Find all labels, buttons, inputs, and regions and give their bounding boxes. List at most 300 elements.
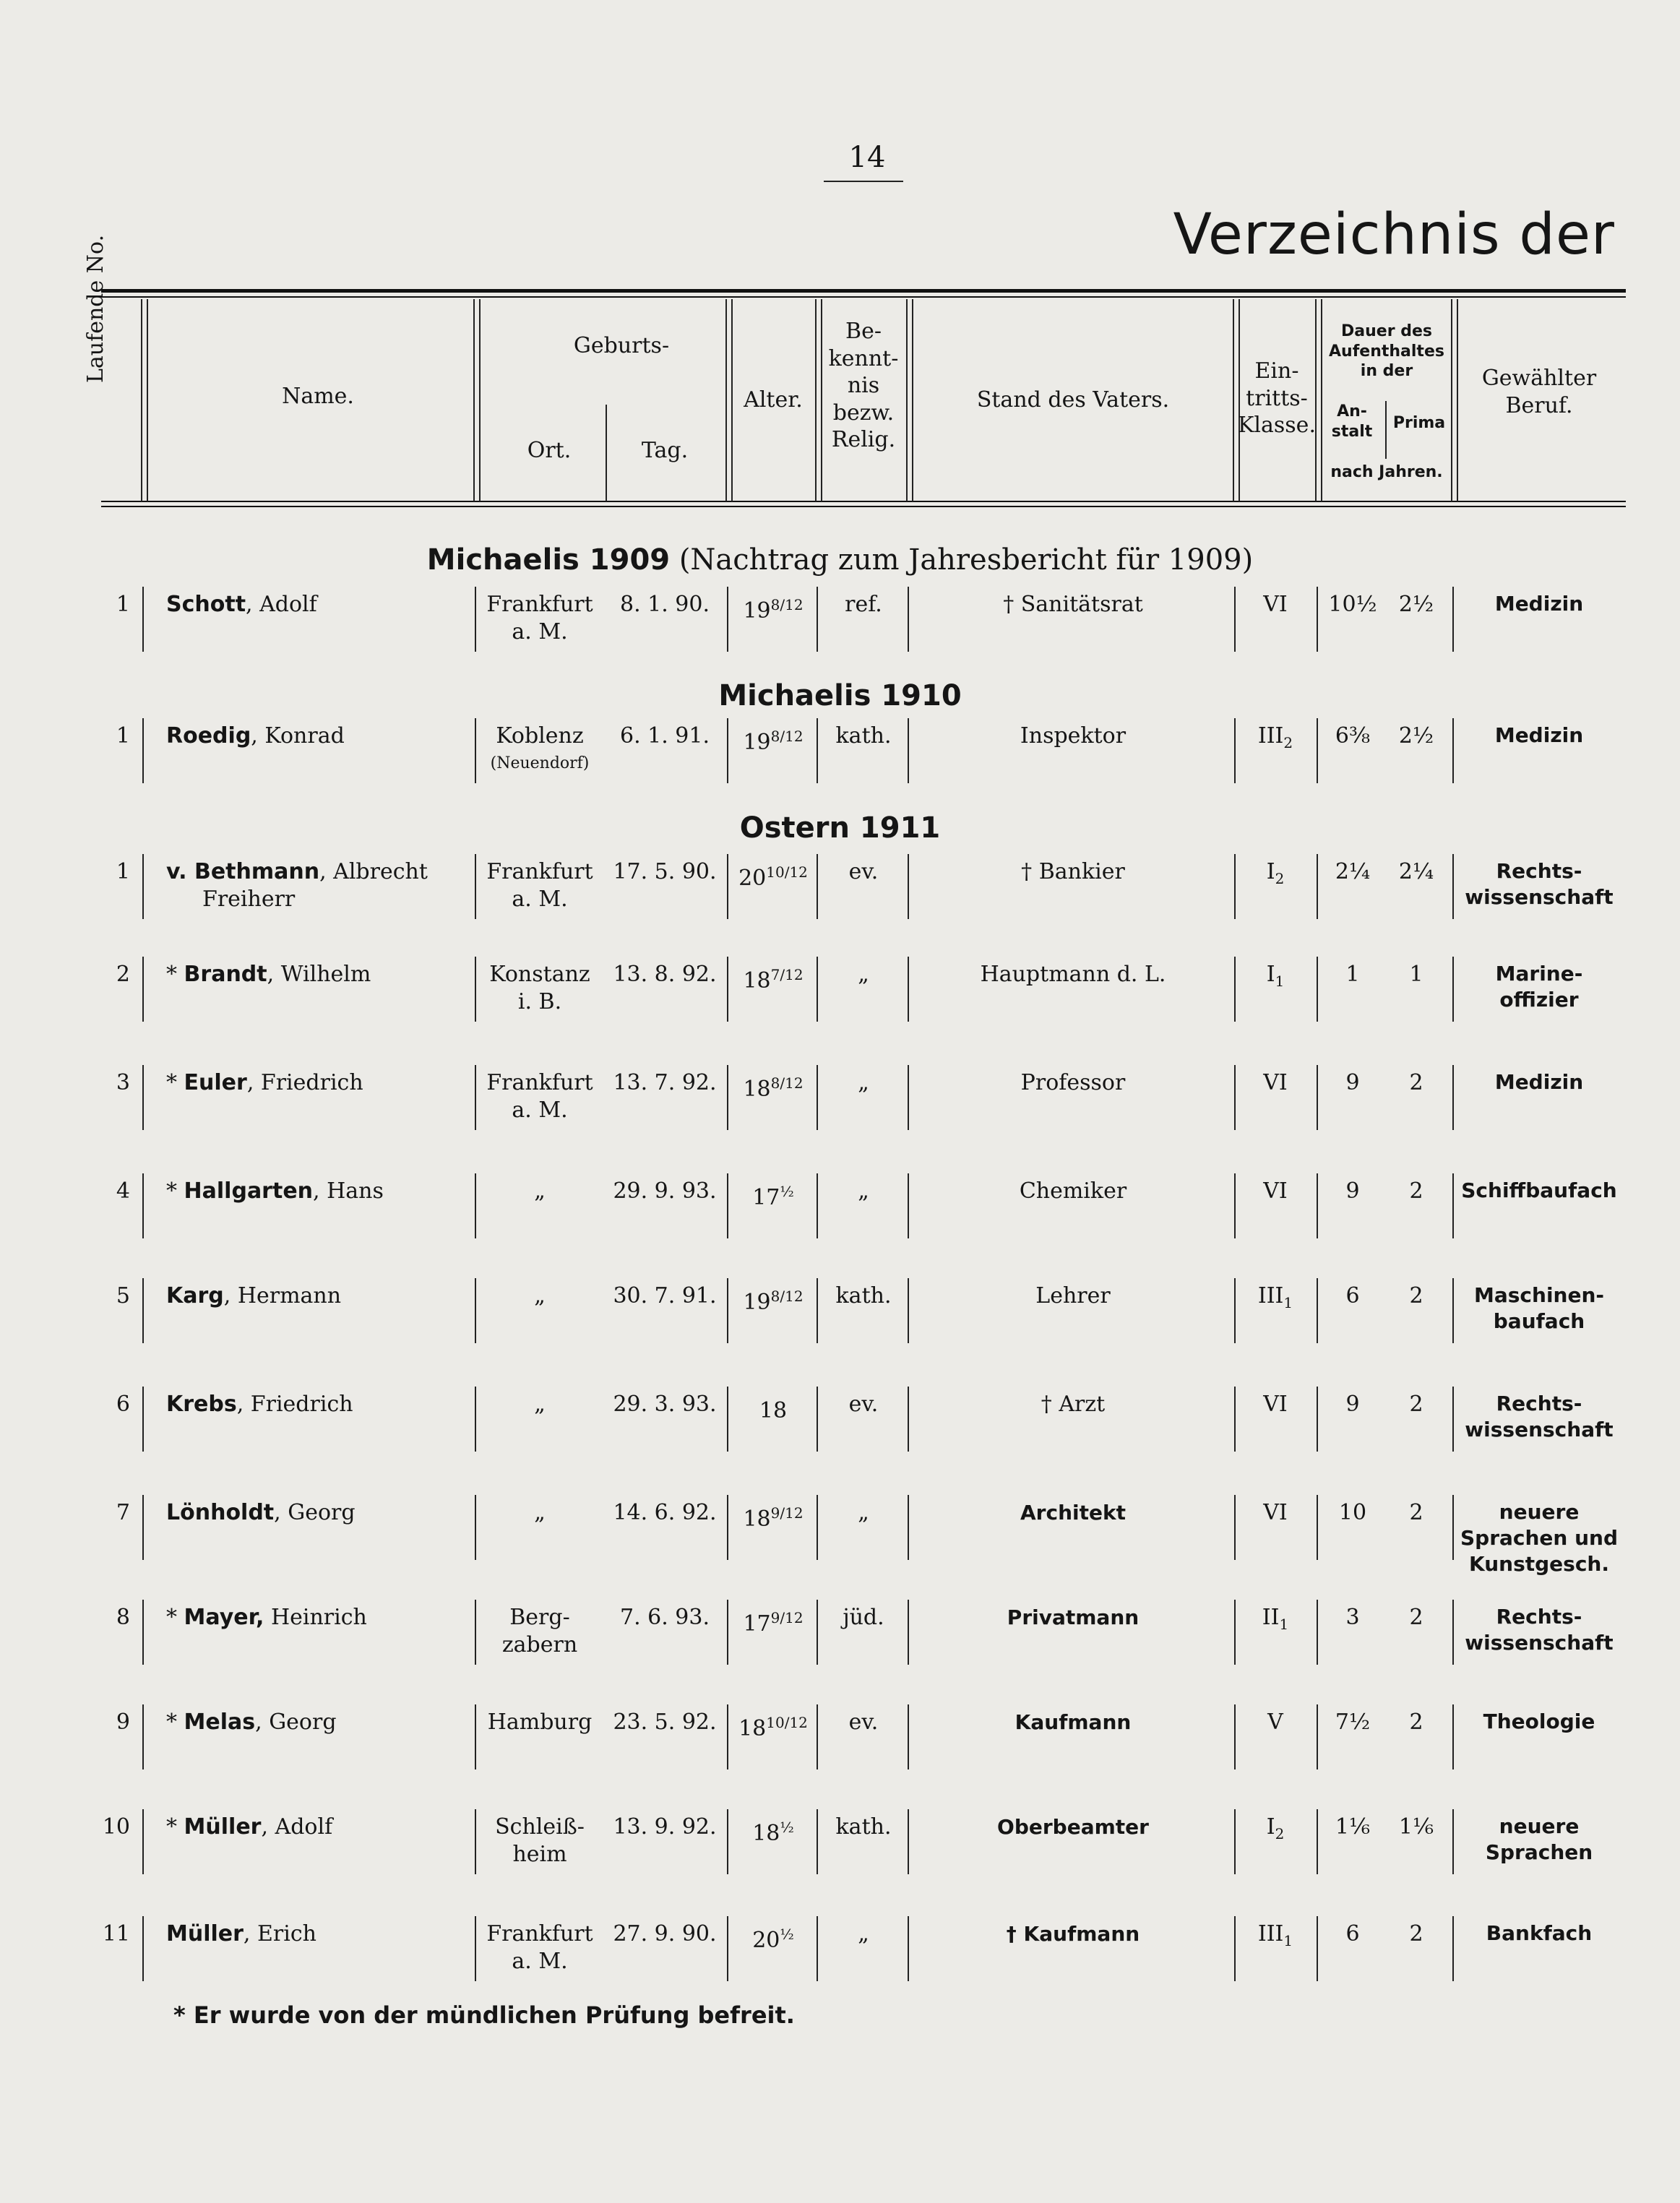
row-divider xyxy=(1317,1704,1318,1769)
student-name xyxy=(166,961,470,988)
col-dauer-line1: Dauer des xyxy=(1341,322,1432,340)
chosen-profession xyxy=(1456,858,1622,910)
row-divider xyxy=(908,1065,909,1130)
col-alter-header: Alter. xyxy=(744,387,803,413)
row-divider xyxy=(908,718,909,783)
row-divider xyxy=(908,1495,909,1560)
age-whole: 19 xyxy=(743,598,771,624)
row-divider xyxy=(1234,1809,1236,1874)
row-divider xyxy=(1452,957,1454,1022)
col-rel-header xyxy=(820,318,907,454)
student-surname: Müller xyxy=(184,1814,262,1840)
col-rel-line3: nis xyxy=(847,373,880,398)
profession-line1: Marine- xyxy=(1495,962,1583,986)
row-divider xyxy=(727,1173,728,1238)
section-title-rest: (Nachtrag zum Jahresbericht für 1909) xyxy=(670,543,1254,577)
student-name xyxy=(166,1814,470,1841)
birth-place xyxy=(478,591,601,646)
entry-class-value: III xyxy=(1257,723,1284,749)
row-number: 3 xyxy=(116,1070,130,1095)
age-whole: 19 xyxy=(743,1290,771,1315)
table-row xyxy=(0,858,1680,960)
row-divider xyxy=(817,957,818,1022)
age-whole: 18 xyxy=(743,968,771,993)
birth-date: 6. 1. 91. xyxy=(619,723,710,749)
col-anstalt-line2: stalt xyxy=(1331,422,1373,441)
age-whole: 18 xyxy=(743,1077,771,1102)
row-divider xyxy=(142,1704,144,1769)
row-divider xyxy=(1317,1916,1318,1981)
religion: kath. xyxy=(835,1814,892,1840)
entry-class xyxy=(1239,591,1311,625)
row-divider xyxy=(1317,1809,1318,1874)
birth-place-line1: Frankfurt xyxy=(486,859,593,884)
row-divider xyxy=(1317,1065,1318,1130)
birth-place-line1: „ xyxy=(534,1283,546,1309)
col-laufende-header: Laufende No. xyxy=(83,234,108,383)
chosen-profession xyxy=(1456,1814,1622,1866)
row-divider xyxy=(142,957,144,1022)
row-divider xyxy=(908,1600,909,1665)
row-divider xyxy=(475,1173,476,1238)
row-divider xyxy=(727,1704,728,1769)
row-divider xyxy=(727,1278,728,1343)
row-divider xyxy=(1317,1173,1318,1238)
age xyxy=(730,1920,817,1954)
footnote: * Er wurde von der mündlichen Prüfung befreit. xyxy=(173,2001,795,2029)
col-beruf-line1: Gewählter xyxy=(1481,366,1597,391)
birth-place xyxy=(478,858,601,913)
father-profession: Hauptmann d. L. xyxy=(980,962,1166,987)
birth-place-line2: i. B. xyxy=(517,989,562,1014)
table-row xyxy=(0,723,1680,824)
row-divider xyxy=(142,1600,144,1665)
years-institution: 9 xyxy=(1345,1070,1360,1095)
col-geburt-header: Geburts- xyxy=(573,333,670,358)
col-beruf-header xyxy=(1456,365,1622,419)
birth-place xyxy=(478,1920,601,1975)
row-divider xyxy=(1452,1600,1454,1665)
col-divider xyxy=(1385,401,1387,459)
chosen-profession xyxy=(1456,1920,1622,1947)
row-divider xyxy=(908,1387,909,1452)
religion: „ xyxy=(858,1178,869,1204)
row-number: 6 xyxy=(116,1392,130,1417)
table-row xyxy=(0,1814,1680,1915)
col-rel-line4: bezw. xyxy=(832,400,895,426)
row-divider xyxy=(908,1704,909,1769)
student-name xyxy=(166,1069,470,1097)
age-whole: 20 xyxy=(752,1928,780,1953)
row-divider xyxy=(1234,1387,1236,1452)
col-klasse-line3: Klasse. xyxy=(1238,413,1316,438)
entry-class-sub: 2 xyxy=(1283,734,1293,751)
row-divider xyxy=(817,1065,818,1130)
age xyxy=(730,1604,817,1638)
birth-place-line1: Schleiß- xyxy=(495,1814,585,1840)
years-prima: 2½ xyxy=(1398,723,1434,749)
birth-place-line1: Hamburg xyxy=(487,1710,593,1735)
religion: kath. xyxy=(835,1283,892,1309)
age-fraction: ½ xyxy=(780,1926,794,1943)
row-divider xyxy=(1317,718,1318,783)
row-divider xyxy=(1452,587,1454,652)
row-divider xyxy=(475,1495,476,1560)
row-divider xyxy=(475,587,476,652)
entry-class xyxy=(1239,1391,1311,1425)
birth-place xyxy=(478,1814,601,1868)
age xyxy=(730,1178,817,1212)
row-divider xyxy=(1452,1916,1454,1981)
row-divider xyxy=(475,1065,476,1130)
table-row xyxy=(0,1499,1680,1600)
row-divider xyxy=(1234,1704,1236,1769)
age-fraction: 8/12 xyxy=(770,596,804,613)
row-divider xyxy=(475,1809,476,1874)
student-surname: v. Bethmann xyxy=(166,859,320,884)
col-dauer-line3: in der xyxy=(1360,362,1413,380)
birth-place-line2: a. M. xyxy=(512,1949,568,1974)
birth-date: 17. 5. 90. xyxy=(613,859,717,884)
birth-place xyxy=(478,1709,601,1736)
row-number: 2 xyxy=(116,962,130,987)
row-divider xyxy=(142,1065,144,1130)
years-institution: 9 xyxy=(1345,1178,1360,1204)
row-number: 8 xyxy=(116,1605,130,1630)
birth-place-line2: a. M. xyxy=(512,1098,568,1123)
father-profession: Privatmann xyxy=(1007,1605,1140,1629)
student-given: , Adolf xyxy=(246,592,317,617)
row-number: 11 xyxy=(102,1921,130,1947)
row-divider xyxy=(908,854,909,919)
age-whole: 17 xyxy=(752,1185,780,1210)
age xyxy=(730,1069,817,1103)
age xyxy=(730,1499,817,1533)
age xyxy=(730,858,817,892)
father-profession: † Kaufmann xyxy=(1006,1922,1140,1946)
student-name xyxy=(166,1920,470,1948)
profession-line1: neuere xyxy=(1499,1500,1580,1524)
entry-class-sub: 1 xyxy=(1275,973,1285,990)
col-divider xyxy=(606,405,607,501)
section-title xyxy=(0,543,1680,577)
student-surname: Müller xyxy=(166,1921,244,1947)
age-fraction: 8/12 xyxy=(770,1074,804,1092)
header-bottom-rule xyxy=(101,501,1626,502)
father-profession: † Sanitätsrat xyxy=(1003,592,1143,617)
age xyxy=(730,1391,817,1425)
row-divider xyxy=(142,587,144,652)
entry-class xyxy=(1239,858,1311,892)
father-profession: † Bankier xyxy=(1021,859,1125,884)
row-divider xyxy=(475,1704,476,1769)
birth-place xyxy=(478,1604,601,1659)
entry-class xyxy=(1239,1282,1311,1316)
birth-place-line1: Frankfurt xyxy=(486,592,593,617)
profession-line2: baufach xyxy=(1493,1309,1585,1333)
table-row xyxy=(0,1178,1680,1279)
profession-line2: wissenschaft xyxy=(1465,1418,1614,1441)
chosen-profession xyxy=(1456,1604,1622,1656)
row-divider xyxy=(1452,718,1454,783)
chosen-profession xyxy=(1456,1709,1622,1735)
row-divider xyxy=(142,854,144,919)
row-divider xyxy=(142,1809,144,1874)
birth-place-line1: „ xyxy=(534,1392,546,1417)
table-row xyxy=(0,591,1680,692)
student-surname: Melas xyxy=(184,1710,256,1735)
birth-date: 29. 3. 93. xyxy=(613,1392,717,1417)
years-institution: 1 xyxy=(1345,962,1360,987)
father-profession: † Arzt xyxy=(1041,1392,1106,1417)
row-divider xyxy=(727,1809,728,1874)
birth-date: 14. 6. 92. xyxy=(613,1500,717,1525)
row-divider xyxy=(817,1387,818,1452)
row-divider xyxy=(1234,718,1236,783)
row-divider xyxy=(1234,1600,1236,1665)
row-divider xyxy=(475,1278,476,1343)
profession-line3: Kunstgesch. xyxy=(1469,1552,1609,1576)
entry-class-value: III xyxy=(1257,1921,1284,1947)
row-divider xyxy=(908,957,909,1022)
row-divider xyxy=(1317,587,1318,652)
years-prima: 2 xyxy=(1409,1178,1423,1204)
years-institution: 3 xyxy=(1345,1605,1360,1630)
row-divider xyxy=(727,1387,728,1452)
birth-place-line2: (Neuendorf) xyxy=(490,754,590,772)
col-ort-header: Ort. xyxy=(527,438,572,463)
age-whole: 18 xyxy=(752,1821,780,1846)
row-divider xyxy=(475,957,476,1022)
header-top-rule-thin xyxy=(101,296,1626,298)
table-row xyxy=(0,1604,1680,1705)
years-prima: 2¼ xyxy=(1398,859,1434,884)
years-prima: 2 xyxy=(1409,1710,1423,1735)
row-number: 9 xyxy=(116,1710,130,1735)
entry-class xyxy=(1239,1814,1311,1848)
student-name xyxy=(166,591,470,618)
row-divider xyxy=(1452,1065,1454,1130)
birth-place-line1: Konstanz xyxy=(489,962,590,987)
col-dauer-header xyxy=(1319,322,1454,381)
student-name xyxy=(166,1499,470,1527)
religion: ev. xyxy=(848,859,879,884)
profession-line1: Bankfach xyxy=(1486,1921,1593,1945)
row-divider xyxy=(908,587,909,652)
row-divider xyxy=(727,587,728,652)
entry-class xyxy=(1239,1069,1311,1103)
age-whole: 18 xyxy=(759,1398,788,1423)
religion: ev. xyxy=(848,1710,879,1735)
table-row xyxy=(0,1391,1680,1492)
chosen-profession xyxy=(1456,961,1622,1013)
age-whole: 19 xyxy=(743,730,771,755)
row-divider xyxy=(727,1600,728,1665)
years-prima: 2 xyxy=(1409,1283,1423,1309)
years-institution: 6⅜ xyxy=(1335,723,1371,749)
years-institution: 6 xyxy=(1345,1921,1360,1947)
row-divider xyxy=(817,1278,818,1343)
row-divider xyxy=(817,718,818,783)
birth-place xyxy=(478,1069,601,1124)
birth-place-line1: Frankfurt xyxy=(486,1070,593,1095)
row-divider xyxy=(1317,1495,1318,1560)
row-divider xyxy=(817,1495,818,1560)
col-jahren-header: nach Jahren. xyxy=(1330,463,1443,481)
row-divider xyxy=(1452,1387,1454,1452)
table-row xyxy=(0,961,1680,1062)
entry-class xyxy=(1239,1499,1311,1533)
col-anstalt-line1: An- xyxy=(1337,402,1367,421)
religion: „ xyxy=(858,1070,869,1095)
student-surname: Krebs xyxy=(166,1392,237,1417)
father-profession: Chemiker xyxy=(1019,1178,1127,1204)
profession-line2: wissenschaft xyxy=(1465,885,1614,909)
chosen-profession xyxy=(1456,723,1622,749)
row-divider xyxy=(727,1495,728,1560)
row-divider xyxy=(1452,1495,1454,1560)
entry-class xyxy=(1239,1604,1311,1638)
table-row xyxy=(0,1069,1680,1171)
father-profession: Lehrer xyxy=(1035,1283,1111,1309)
profession-line1: Rechts- xyxy=(1496,1605,1582,1629)
row-divider xyxy=(1317,1387,1318,1452)
years-prima: 2 xyxy=(1409,1392,1423,1417)
birth-place xyxy=(478,1178,601,1205)
row-number: 4 xyxy=(116,1178,130,1204)
row-divider xyxy=(1317,854,1318,919)
row-divider xyxy=(908,1278,909,1343)
profession-line1: Rechts- xyxy=(1496,1392,1582,1415)
row-divider xyxy=(727,718,728,783)
row-number: 1 xyxy=(116,723,130,749)
years-prima: 2 xyxy=(1409,1921,1423,1947)
entry-class-value: III xyxy=(1257,1283,1284,1309)
age-whole: 18 xyxy=(738,1716,767,1741)
birth-date: 7. 6. 93. xyxy=(619,1605,710,1630)
age-fraction: 10/12 xyxy=(766,1714,808,1731)
table-row xyxy=(0,1282,1680,1384)
student-name xyxy=(166,1391,470,1418)
profession-line1: Theologie xyxy=(1483,1710,1595,1733)
col-divider xyxy=(473,299,481,501)
religion: „ xyxy=(858,962,869,987)
age-whole: 18 xyxy=(743,1506,771,1532)
profession-line2: Sprachen xyxy=(1485,1840,1593,1864)
profession-line1: Schiffbaufach xyxy=(1461,1178,1617,1202)
birth-place xyxy=(478,1499,601,1527)
years-prima: 2½ xyxy=(1398,592,1434,617)
student-given: , Albrecht xyxy=(319,859,428,884)
row-divider xyxy=(727,854,728,919)
row-divider xyxy=(1452,1173,1454,1238)
page-heading: Verzeichnis der xyxy=(1173,202,1615,267)
row-divider xyxy=(817,1809,818,1874)
row-divider xyxy=(817,587,818,652)
student-given: , Erich xyxy=(243,1921,316,1947)
birth-place-line2: zabern xyxy=(501,1632,578,1657)
row-divider xyxy=(1234,854,1236,919)
row-divider xyxy=(908,1809,909,1874)
entry-class xyxy=(1239,723,1311,756)
age-fraction: 8/12 xyxy=(770,1288,804,1305)
entry-class-value: I xyxy=(1266,859,1275,884)
col-klasse-line1: Ein- xyxy=(1254,358,1299,384)
col-name-header: Name. xyxy=(282,384,354,409)
age-whole: 17 xyxy=(743,1611,771,1637)
student-surname: Brandt xyxy=(184,962,267,987)
col-beruf-line2: Beruf. xyxy=(1505,392,1573,418)
profession-line2: offizier xyxy=(1499,988,1579,1012)
religion: ev. xyxy=(848,1392,879,1417)
col-klasse-line2: tritts- xyxy=(1246,385,1308,411)
chosen-profession xyxy=(1456,1391,1622,1443)
student-surname: Mayer, xyxy=(184,1605,264,1630)
age xyxy=(730,1282,817,1316)
entry-class xyxy=(1239,961,1311,995)
row-divider xyxy=(817,1173,818,1238)
years-prima: 2 xyxy=(1409,1605,1423,1630)
student-given: , Konrad xyxy=(251,723,345,749)
chosen-profession xyxy=(1456,1069,1622,1095)
row-divider xyxy=(727,1916,728,1981)
student-given: , Adolf xyxy=(261,1814,333,1840)
birth-date: 8. 1. 90. xyxy=(619,592,710,617)
birth-date: 13. 8. 92. xyxy=(613,962,717,987)
row-divider xyxy=(1234,1916,1236,1981)
age xyxy=(730,961,817,995)
profession-line2: Sprachen und xyxy=(1460,1526,1619,1550)
student-star: * xyxy=(166,1814,184,1840)
age-fraction: 9/12 xyxy=(770,1504,804,1522)
student-surname: Schott xyxy=(166,592,246,617)
row-divider xyxy=(142,1495,144,1560)
father-profession: Professor xyxy=(1020,1070,1126,1095)
years-institution: 9 xyxy=(1345,1392,1360,1417)
student-surname: Lönholdt xyxy=(166,1500,275,1525)
birth-date: 30. 7. 91. xyxy=(613,1283,717,1309)
profession-line1: neuere xyxy=(1499,1814,1580,1838)
birth-place-line1: Koblenz xyxy=(496,723,584,749)
entry-class-value: VI xyxy=(1263,1070,1288,1095)
student-star: * xyxy=(166,1605,184,1630)
age-fraction: 9/12 xyxy=(770,1609,804,1626)
row-divider xyxy=(1234,587,1236,652)
row-divider xyxy=(142,718,144,783)
birth-place xyxy=(478,961,601,1016)
row-number: 5 xyxy=(116,1283,130,1309)
student-surname: Euler xyxy=(184,1070,247,1095)
row-number: 1 xyxy=(116,592,130,617)
father-profession: Oberbeamter xyxy=(997,1815,1149,1839)
student-name xyxy=(166,1709,470,1736)
birth-place xyxy=(478,1282,601,1310)
years-prima: 2 xyxy=(1409,1500,1423,1525)
student-given: , Friedrich xyxy=(236,1392,353,1417)
entry-class-value: V xyxy=(1267,1710,1283,1735)
birth-place-line1: „ xyxy=(534,1178,546,1204)
row-divider xyxy=(475,1916,476,1981)
entry-class-sub: 2 xyxy=(1275,1825,1285,1842)
col-rel-line5: Relig. xyxy=(831,427,896,452)
birth-place xyxy=(478,723,601,777)
col-rel-line1: Be- xyxy=(845,319,882,344)
profession-line1: Maschinen- xyxy=(1473,1283,1605,1307)
col-divider xyxy=(141,299,148,501)
birth-date: 23. 5. 92. xyxy=(613,1710,717,1735)
entry-class-value: VI xyxy=(1263,1500,1288,1525)
years-institution: 10½ xyxy=(1328,592,1377,617)
